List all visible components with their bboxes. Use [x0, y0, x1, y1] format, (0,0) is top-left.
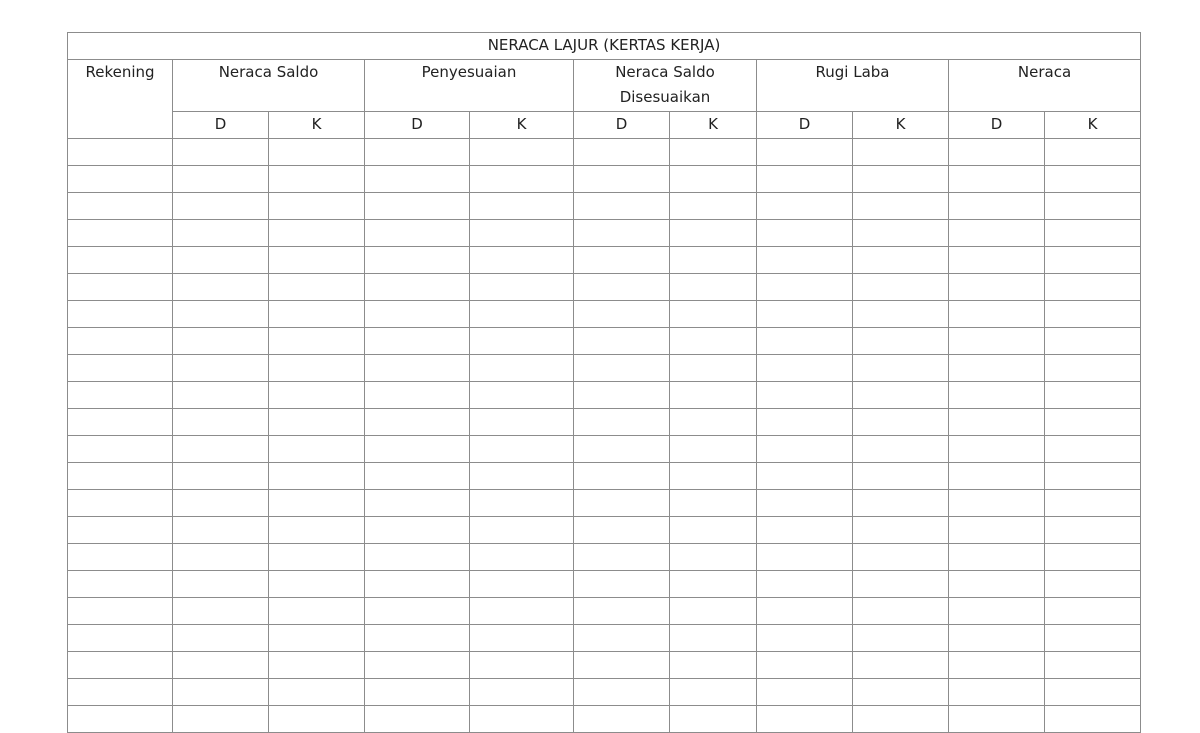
- debit-header-adjustments: D: [365, 112, 470, 139]
- table-row: [68, 517, 1141, 544]
- account-cell: [68, 544, 173, 571]
- amount-cell: [1045, 625, 1141, 652]
- amount-cell: [574, 652, 670, 679]
- amount-cell: [365, 436, 470, 463]
- account-cell: [68, 571, 173, 598]
- account-cell: [68, 193, 173, 220]
- table-row: [68, 436, 1141, 463]
- account-cell: [68, 463, 173, 490]
- amount-cell: [470, 598, 574, 625]
- amount-cell: [269, 490, 365, 517]
- amount-cell: [173, 274, 269, 301]
- amount-cell: [574, 166, 670, 193]
- amount-cell: [1045, 598, 1141, 625]
- amount-cell: [173, 544, 269, 571]
- amount-cell: [757, 382, 853, 409]
- group-header-adjusted-trial-balance: Neraca Saldo Disesuaikan: [574, 60, 757, 112]
- amount-cell: [173, 706, 269, 733]
- amount-cell: [470, 382, 574, 409]
- amount-cell: [173, 436, 269, 463]
- amount-cell: [574, 679, 670, 706]
- amount-cell: [670, 139, 757, 166]
- table-row: [68, 598, 1141, 625]
- amount-cell: [269, 544, 365, 571]
- amount-cell: [949, 355, 1045, 382]
- amount-cell: [470, 166, 574, 193]
- debit-header-adjusted-trial-balance: D: [574, 112, 670, 139]
- amount-cell: [269, 598, 365, 625]
- amount-cell: [670, 328, 757, 355]
- amount-cell: [574, 328, 670, 355]
- amount-cell: [365, 355, 470, 382]
- amount-cell: [365, 544, 470, 571]
- amount-cell: [574, 463, 670, 490]
- account-cell: [68, 274, 173, 301]
- amount-cell: [574, 274, 670, 301]
- amount-cell: [757, 274, 853, 301]
- amount-cell: [269, 517, 365, 544]
- amount-cell: [949, 652, 1045, 679]
- amount-cell: [853, 220, 949, 247]
- amount-cell: [949, 193, 1045, 220]
- amount-cell: [574, 382, 670, 409]
- amount-cell: [1045, 193, 1141, 220]
- worksheet-title: NERACA LAJUR (KERTAS KERJA): [68, 33, 1141, 60]
- amount-cell: [949, 220, 1045, 247]
- amount-cell: [670, 571, 757, 598]
- account-cell: [68, 598, 173, 625]
- amount-cell: [365, 706, 470, 733]
- amount-cell: [269, 301, 365, 328]
- amount-cell: [853, 382, 949, 409]
- amount-cell: [757, 247, 853, 274]
- amount-cell: [574, 139, 670, 166]
- amount-cell: [853, 301, 949, 328]
- amount-cell: [365, 463, 470, 490]
- amount-cell: [470, 301, 574, 328]
- amount-cell: [574, 598, 670, 625]
- table-row: [68, 274, 1141, 301]
- amount-cell: [470, 652, 574, 679]
- amount-cell: [173, 463, 269, 490]
- amount-cell: [949, 463, 1045, 490]
- group-header-income-statement: Rugi Laba: [757, 60, 949, 112]
- amount-cell: [574, 247, 670, 274]
- amount-cell: [757, 328, 853, 355]
- table-row: [68, 301, 1141, 328]
- amount-cell: [949, 517, 1045, 544]
- amount-cell: [670, 193, 757, 220]
- amount-cell: [1045, 409, 1141, 436]
- amount-cell: [949, 274, 1045, 301]
- amount-cell: [173, 328, 269, 355]
- amount-cell: [173, 409, 269, 436]
- amount-cell: [173, 490, 269, 517]
- amount-cell: [574, 517, 670, 544]
- amount-cell: [1045, 571, 1141, 598]
- amount-cell: [670, 652, 757, 679]
- account-cell: [68, 382, 173, 409]
- amount-cell: [173, 220, 269, 247]
- amount-cell: [1045, 463, 1141, 490]
- amount-cell: [853, 166, 949, 193]
- amount-cell: [853, 409, 949, 436]
- amount-cell: [1045, 328, 1141, 355]
- amount-cell: [853, 517, 949, 544]
- account-cell: [68, 517, 173, 544]
- amount-cell: [670, 598, 757, 625]
- table-row: [68, 166, 1141, 193]
- amount-cell: [670, 382, 757, 409]
- credit-header-adjusted-trial-balance: K: [670, 112, 757, 139]
- worksheet-body: [68, 139, 1141, 733]
- amount-cell: [670, 166, 757, 193]
- amount-cell: [757, 517, 853, 544]
- amount-cell: [670, 679, 757, 706]
- amount-cell: [757, 409, 853, 436]
- amount-cell: [853, 571, 949, 598]
- amount-cell: [365, 571, 470, 598]
- amount-cell: [365, 382, 470, 409]
- amount-cell: [574, 436, 670, 463]
- amount-cell: [269, 220, 365, 247]
- amount-cell: [949, 436, 1045, 463]
- amount-cell: [269, 571, 365, 598]
- table-row: [68, 139, 1141, 166]
- table-row: [68, 328, 1141, 355]
- amount-cell: [269, 409, 365, 436]
- worksheet-page: [67, 32, 1140, 733]
- amount-cell: [365, 409, 470, 436]
- amount-cell: [853, 247, 949, 274]
- amount-cell: [470, 328, 574, 355]
- amount-cell: [757, 301, 853, 328]
- account-cell: [68, 625, 173, 652]
- amount-cell: [949, 706, 1045, 733]
- table-row: [68, 706, 1141, 733]
- amount-cell: [1045, 247, 1141, 274]
- amount-cell: [269, 652, 365, 679]
- credit-header-balance-sheet: K: [1045, 112, 1141, 139]
- amount-cell: [574, 490, 670, 517]
- amount-cell: [1045, 382, 1141, 409]
- amount-cell: [470, 706, 574, 733]
- amount-cell: [269, 139, 365, 166]
- amount-cell: [949, 166, 1045, 193]
- amount-cell: [949, 544, 1045, 571]
- group-header-trial-balance: Neraca Saldo: [173, 60, 365, 112]
- table-row: [68, 571, 1141, 598]
- account-cell: [68, 652, 173, 679]
- amount-cell: [365, 517, 470, 544]
- amount-cell: [173, 301, 269, 328]
- table-row: [68, 679, 1141, 706]
- amount-cell: [173, 139, 269, 166]
- amount-cell: [365, 625, 470, 652]
- amount-cell: [173, 193, 269, 220]
- amount-cell: [470, 409, 574, 436]
- amount-cell: [757, 652, 853, 679]
- amount-cell: [470, 220, 574, 247]
- amount-cell: [470, 247, 574, 274]
- amount-cell: [365, 652, 470, 679]
- amount-cell: [1045, 679, 1141, 706]
- amount-cell: [1045, 220, 1141, 247]
- amount-cell: [949, 679, 1045, 706]
- amount-cell: [574, 193, 670, 220]
- amount-cell: [574, 544, 670, 571]
- amount-cell: [365, 193, 470, 220]
- account-cell: [68, 301, 173, 328]
- amount-cell: [1045, 355, 1141, 382]
- amount-cell: [173, 166, 269, 193]
- amount-cell: [269, 463, 365, 490]
- amount-cell: [853, 679, 949, 706]
- debit-header-balance-sheet: D: [949, 112, 1045, 139]
- amount-cell: [670, 490, 757, 517]
- amount-cell: [470, 679, 574, 706]
- debit-header-income-statement: D: [757, 112, 853, 139]
- account-cell: [68, 139, 173, 166]
- amount-cell: [574, 571, 670, 598]
- credit-header-trial-balance: K: [269, 112, 365, 139]
- amount-cell: [757, 355, 853, 382]
- amount-cell: [757, 463, 853, 490]
- amount-cell: [757, 166, 853, 193]
- amount-cell: [757, 706, 853, 733]
- account-cell: [68, 679, 173, 706]
- amount-cell: [853, 463, 949, 490]
- amount-cell: [470, 355, 574, 382]
- amount-cell: [757, 436, 853, 463]
- amount-cell: [470, 463, 574, 490]
- table-row: [68, 409, 1141, 436]
- account-cell: [68, 409, 173, 436]
- amount-cell: [949, 490, 1045, 517]
- table-row: [68, 247, 1141, 274]
- amount-cell: [1045, 274, 1141, 301]
- table-row: [68, 625, 1141, 652]
- amount-cell: [670, 706, 757, 733]
- amount-cell: [853, 625, 949, 652]
- amount-cell: [365, 598, 470, 625]
- amount-cell: [757, 544, 853, 571]
- amount-cell: [853, 436, 949, 463]
- amount-cell: [853, 139, 949, 166]
- amount-cell: [670, 274, 757, 301]
- amount-cell: [173, 679, 269, 706]
- account-column-header: Rekening: [68, 60, 173, 139]
- amount-cell: [470, 436, 574, 463]
- amount-cell: [574, 301, 670, 328]
- amount-cell: [269, 355, 365, 382]
- amount-cell: [470, 490, 574, 517]
- amount-cell: [365, 679, 470, 706]
- credit-header-income-statement: K: [853, 112, 949, 139]
- amount-cell: [365, 490, 470, 517]
- account-cell: [68, 247, 173, 274]
- amount-cell: [574, 706, 670, 733]
- amount-cell: [670, 247, 757, 274]
- amount-cell: [1045, 652, 1141, 679]
- amount-cell: [269, 247, 365, 274]
- table-row: [68, 544, 1141, 571]
- table-row: [68, 193, 1141, 220]
- table-row: [68, 220, 1141, 247]
- amount-cell: [757, 571, 853, 598]
- table-row: [68, 490, 1141, 517]
- amount-cell: [1045, 301, 1141, 328]
- amount-cell: [173, 625, 269, 652]
- amount-cell: [1045, 517, 1141, 544]
- amount-cell: [269, 625, 365, 652]
- account-cell: [68, 355, 173, 382]
- amount-cell: [1045, 706, 1141, 733]
- amount-cell: [173, 382, 269, 409]
- amount-cell: [949, 328, 1045, 355]
- amount-cell: [1045, 139, 1141, 166]
- amount-cell: [670, 517, 757, 544]
- amount-cell: [853, 328, 949, 355]
- amount-cell: [949, 139, 1045, 166]
- amount-cell: [670, 463, 757, 490]
- amount-cell: [365, 301, 470, 328]
- amount-cell: [949, 301, 1045, 328]
- account-cell: [68, 220, 173, 247]
- amount-cell: [574, 409, 670, 436]
- amount-cell: [1045, 436, 1141, 463]
- amount-cell: [853, 598, 949, 625]
- amount-cell: [173, 517, 269, 544]
- amount-cell: [365, 166, 470, 193]
- amount-cell: [470, 517, 574, 544]
- group-header-balance-sheet: Neraca: [949, 60, 1141, 112]
- amount-cell: [365, 328, 470, 355]
- amount-cell: [173, 652, 269, 679]
- amount-cell: [949, 571, 1045, 598]
- table-row: [68, 463, 1141, 490]
- amount-cell: [853, 544, 949, 571]
- amount-cell: [173, 571, 269, 598]
- amount-cell: [949, 247, 1045, 274]
- amount-cell: [949, 598, 1045, 625]
- amount-cell: [853, 706, 949, 733]
- amount-cell: [853, 652, 949, 679]
- amount-cell: [574, 220, 670, 247]
- amount-cell: [670, 301, 757, 328]
- amount-cell: [1045, 166, 1141, 193]
- amount-cell: [269, 328, 365, 355]
- amount-cell: [173, 598, 269, 625]
- amount-cell: [470, 625, 574, 652]
- amount-cell: [470, 139, 574, 166]
- amount-cell: [757, 598, 853, 625]
- table-row: [68, 355, 1141, 382]
- account-cell: [68, 436, 173, 463]
- amount-cell: [365, 139, 470, 166]
- amount-cell: [853, 355, 949, 382]
- amount-cell: [574, 625, 670, 652]
- amount-cell: [949, 382, 1045, 409]
- amount-cell: [757, 679, 853, 706]
- amount-cell: [470, 274, 574, 301]
- amount-cell: [173, 355, 269, 382]
- amount-cell: [173, 247, 269, 274]
- amount-cell: [670, 625, 757, 652]
- account-cell: [68, 490, 173, 517]
- amount-cell: [670, 436, 757, 463]
- amount-cell: [365, 247, 470, 274]
- amount-cell: [757, 193, 853, 220]
- amount-cell: [670, 355, 757, 382]
- amount-cell: [670, 544, 757, 571]
- amount-cell: [365, 274, 470, 301]
- amount-cell: [757, 139, 853, 166]
- amount-cell: [470, 193, 574, 220]
- account-cell: [68, 328, 173, 355]
- amount-cell: [269, 382, 365, 409]
- account-cell: [68, 166, 173, 193]
- debit-header-trial-balance: D: [173, 112, 269, 139]
- amount-cell: [269, 274, 365, 301]
- amount-cell: [670, 220, 757, 247]
- group-header-adjustments: Penyesuaian: [365, 60, 574, 112]
- amount-cell: [1045, 490, 1141, 517]
- amount-cell: [470, 544, 574, 571]
- amount-cell: [269, 436, 365, 463]
- amount-cell: [269, 706, 365, 733]
- credit-header-adjustments: K: [470, 112, 574, 139]
- amount-cell: [757, 625, 853, 652]
- amount-cell: [470, 571, 574, 598]
- account-cell: [68, 706, 173, 733]
- amount-cell: [269, 166, 365, 193]
- amount-cell: [853, 274, 949, 301]
- amount-cell: [853, 193, 949, 220]
- worksheet-table: [67, 32, 1141, 733]
- amount-cell: [365, 220, 470, 247]
- amount-cell: [757, 220, 853, 247]
- amount-cell: [1045, 544, 1141, 571]
- amount-cell: [269, 679, 365, 706]
- amount-cell: [269, 193, 365, 220]
- amount-cell: [574, 355, 670, 382]
- amount-cell: [670, 409, 757, 436]
- amount-cell: [757, 490, 853, 517]
- table-row: [68, 382, 1141, 409]
- amount-cell: [949, 625, 1045, 652]
- table-row: [68, 652, 1141, 679]
- amount-cell: [949, 409, 1045, 436]
- amount-cell: [853, 490, 949, 517]
